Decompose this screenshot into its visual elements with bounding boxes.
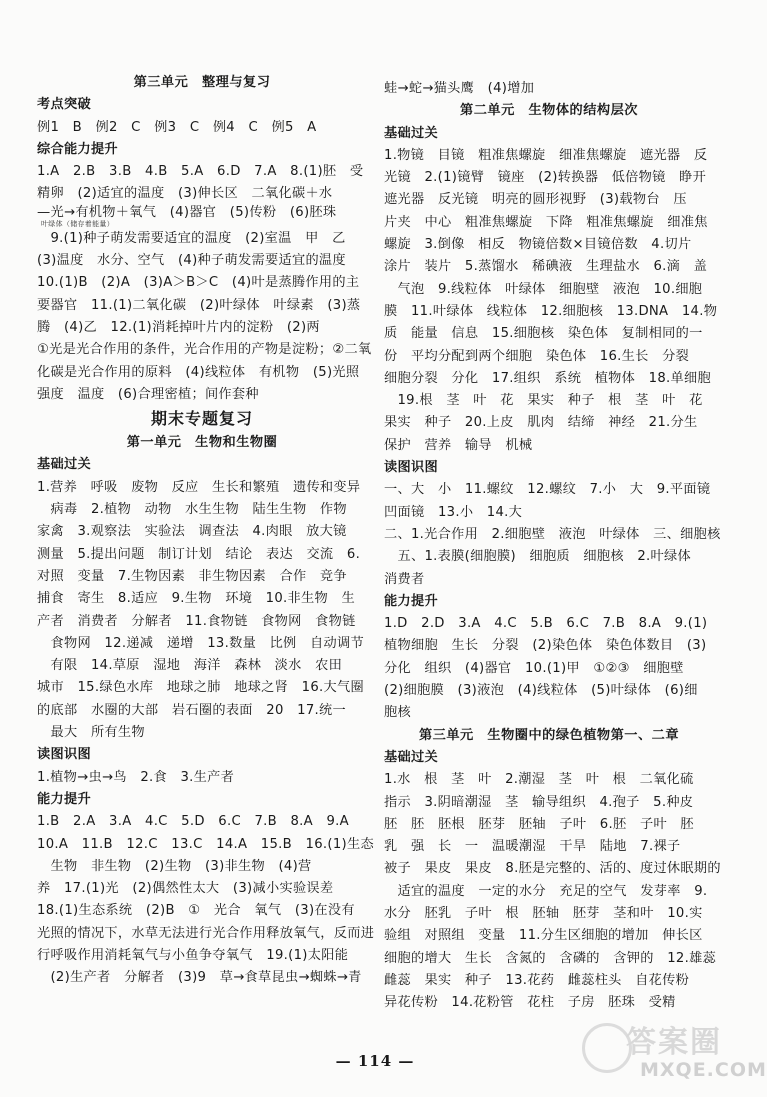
line-text: 行呼吸作用消耗氧气与小鱼争夺氧气 19.(1)太阳能 (37, 947, 349, 963)
line-text: 要器官 11.(1)二氧化碳 (2)叶绿体 叶绿素 (3)蒸 (37, 297, 361, 313)
answer-line (37, 967, 367, 989)
line-text: 例1 B 例2 C 例3 C 例4 C 例5 A (37, 119, 317, 135)
line-text: 一、大 小 11.螺纹 12.螺纹 7.小 大 9.平面镜 (384, 482, 711, 498)
line-text: 1.物镜 目镜 粗准焦螺旋 细准焦螺旋 遮光器 反 (384, 147, 708, 163)
answer-line (37, 811, 367, 833)
line-text: 第二单元 生物体的结构层次 (460, 103, 638, 119)
line-text: (2)细胞膜 (3)液泡 (4)线粒体 (5)叶绿体 (6)细 (384, 683, 698, 699)
answer-line (384, 279, 714, 301)
line-text: 细胞分裂 分化 17.组织 系统 植物体 18.单细胞 (384, 370, 711, 386)
answer-line (384, 78, 714, 100)
line-text: 食物网 12.递减 递增 13.数量 比例 自动调节 (37, 635, 364, 651)
line-text: 生物 非生物 (2)生物 (3)非生物 (4)营 (37, 858, 312, 874)
answer-line (37, 250, 367, 272)
answer-line (37, 700, 367, 722)
site-watermark-logo (582, 1017, 767, 1087)
line-text: 胚 胚 胚根 胚芽 胚轴 子叶 6.胚 子叶 胚 (384, 816, 694, 832)
line-text: ①光是光合作用的条件，光合作用的产物是淀粉；②二氧 (37, 342, 372, 358)
line-text: 光照的情况下，水草无法进行光合作用释放氧气，反而进 (37, 925, 375, 941)
line-text: 胞核 (384, 705, 411, 721)
section-heading (384, 591, 714, 613)
line-text: 考点突破 (37, 97, 91, 113)
line-text: 质 能量 信息 15.细胞核 染色体 复制相同的一 (384, 326, 703, 342)
line-text: 1.植物→虫→鸟 2.食 3.生产者 (37, 769, 235, 785)
line-text: 消费者 (384, 571, 425, 587)
answer-line (384, 881, 714, 903)
answer-line (37, 878, 367, 900)
answer-line (384, 524, 721, 546)
section-heading (37, 744, 367, 766)
answer-line (37, 566, 367, 588)
right-column (384, 78, 721, 1014)
answer-line (384, 769, 714, 791)
answer-line (384, 412, 714, 434)
line-text: 1.D 2.D 3.A 4.C 5.B 6.C 7.B 8.A 9.(1) (384, 616, 708, 632)
answer-line (37, 677, 367, 699)
answer-line (384, 323, 714, 345)
watermark-url: MXQE.COM (640, 1059, 767, 1081)
line-text: —光→有机物＋氧气 (4)器官 (5)传粉 (6)胚珠 (37, 204, 337, 220)
line-text: 份 平均分配到两个细胞 染色体 16.生长 分裂 (384, 348, 690, 364)
answer-line (37, 384, 367, 406)
answer-line (37, 272, 367, 294)
watermark-circle-icon (582, 1023, 632, 1073)
answer-line (384, 702, 714, 724)
line-text: 蛙→蛇→猫头鹰 (4)增加 (384, 81, 535, 96)
answer-line (384, 814, 714, 836)
answer-line (384, 234, 714, 256)
line-text: 基础过关 (384, 125, 438, 141)
line-text: 光镜 2.(1)镜臂 镜座 (2)转换器 低倍物镜 睁开 (384, 170, 707, 186)
line-text: 二、1.光合作用 2.细胞壁 液泡 叶绿体 三、细胞核 (384, 526, 721, 542)
line-text: 腾 (4)乙 12.(1)消耗掉叶片内的淀粉 (2)两 (37, 319, 320, 335)
line-text: 有限 14.草原 湿地 海洋 森林 淡水 农田 (37, 658, 343, 674)
line-text: 家禽 3.观察法 实验法 调查法 4.肉眼 放大镜 (37, 524, 347, 540)
line-text: (3)温度 水分、空气 (4)种子萌发需要适宜的温度 (37, 253, 346, 269)
answer-line (37, 655, 367, 677)
line-text: 被子 果皮 果皮 8.胚是完整的、活的、度过休眠期的 (384, 861, 721, 877)
line-text: 病毒 2.植物 动物 水生生物 陆生生物 作物 (37, 502, 347, 518)
unit-heading (37, 432, 367, 454)
answer-line (384, 948, 717, 970)
formula-annotation: 叶绿体（储存着能量） (41, 219, 114, 228)
answer-line (384, 301, 718, 323)
formula-line (37, 206, 367, 228)
answer-line (384, 390, 714, 412)
answer-line (37, 339, 372, 361)
line-text: 第三单元 整理与复习 (133, 75, 271, 90)
unit-heading (37, 72, 367, 94)
unit-heading (384, 725, 714, 747)
line-text: 细胞的增大 生长 含氮的 含磷的 含钾的 12.雄蕊 (384, 950, 717, 966)
line-text: 保护 营养 输导 机械 (384, 437, 533, 453)
answer-line (37, 161, 367, 183)
line-text: 基础过关 (37, 457, 91, 473)
line-text: 第三单元 生物圈中的绿色植物第一、二章 (418, 727, 680, 743)
line-text: 膜 11.叶绿体 线粒体 12.细胞核 13.DNA 14.物 (384, 303, 718, 319)
line-text: 异花传粉 14.花粉管 花柱 子房 胚珠 受精 (384, 995, 676, 1011)
watermark-title: 答案圈 (626, 1025, 722, 1060)
answer-line (384, 836, 714, 858)
answer-line (37, 295, 367, 317)
line-text: 片夹 中心 粗准焦螺旋 下降 粗准焦螺旋 细准焦 (384, 214, 708, 230)
section-heading (37, 789, 367, 811)
line-text: 城市 15.绿色水库 地球之肺 地球之肾 16.大气圈 (37, 680, 364, 696)
answer-line (37, 722, 367, 744)
answer-line (37, 767, 367, 789)
line-text: 强度 温度 (6)合理密植；间作套种 (37, 386, 259, 402)
answer-line (384, 167, 714, 189)
answer-line (384, 635, 714, 657)
line-text: 对照 变量 7.生物因素 非生物因素 合作 竞争 (37, 568, 347, 584)
line-text: 捕食 寄生 8.适应 9.生物 环境 10.非生物 生 (37, 591, 355, 607)
line-text: 期末专题复习 (150, 409, 253, 429)
answer-line (37, 477, 367, 499)
chapter-title (37, 406, 367, 432)
line-text: 植物细胞 生长 分裂 (2)染色体 染色体数目 (3) (384, 638, 707, 654)
line-text: 适宜的温度 一定的水分 充足的空气 发芽率 9. (384, 883, 708, 899)
answer-line (37, 834, 374, 856)
line-text: 的底部 水圈的大部 岩石圈的表面 20 17.统一 (37, 702, 347, 718)
answer-line (384, 925, 714, 947)
line-text: 1.营养 呼吸 废物 反应 生长和繁殖 遗传和变异 (37, 479, 361, 495)
line-text: 雌蕊 果实 种子 13.花药 雌蕊柱头 自花传粉 (384, 972, 690, 988)
section-heading (37, 454, 367, 476)
line-text: 果实 种子 20.上皮 肌肉 结缔 神经 21.分生 (384, 415, 698, 431)
line-text: 分化 组织 (4)器官 10.(1)甲 ①②③ 细胞壁 (384, 660, 684, 676)
answer-line (384, 613, 714, 635)
line-text: 验组 对照组 变量 11.分生区细胞的增加 伸长区 (384, 928, 703, 944)
line-text: 测量 5.提出问题 制订计划 结论 表达 交流 6. (37, 546, 361, 562)
line-text: 第一单元 生物和生物圈 (126, 435, 278, 451)
answer-line (37, 544, 367, 566)
answer-line (384, 858, 721, 880)
answer-line (384, 546, 714, 568)
line-text: 1.B 2.A 3.A 4.C 5.D 6.C 7.B 8.A 9.A (37, 814, 349, 830)
answer-line (384, 903, 714, 925)
answer-line (37, 499, 367, 521)
line-text: 1.水 根 茎 叶 2.潮湿 茎 叶 根 二氧化硫 (384, 772, 694, 788)
section-heading (384, 747, 714, 769)
answer-line (384, 145, 714, 167)
answer-line (37, 945, 367, 967)
answer-line (384, 256, 714, 278)
line-text: 能力提升 (384, 593, 438, 609)
answer-line (37, 900, 367, 922)
line-text: 综合能力提升 (37, 141, 118, 157)
answer-line (384, 792, 714, 814)
page-number: — 114 — (335, 1052, 415, 1070)
answer-line (384, 189, 714, 211)
answer-line (384, 680, 714, 702)
line-text: 水分 胚乳 子叶 根 胚轴 胚芽 茎和叶 10.实 (384, 905, 703, 921)
answer-line (384, 992, 714, 1014)
answer-line (37, 923, 375, 945)
line-text: 化碳是光合作用的原料 (4)线粒体 有机物 (5)光照 (37, 364, 360, 380)
answer-line (384, 435, 714, 457)
line-text: 产者 消费者 分解者 11.食物链 食物网 食物链 (37, 613, 356, 629)
left-column (37, 72, 375, 990)
line-text: 读图识图 (37, 747, 91, 763)
line-text: 9.(1)种子萌发需要适宜的温度 (2)室温 甲 乙 (37, 230, 346, 246)
answer-line (384, 368, 714, 390)
line-text: 10.(1)B (2)A (3)A＞B＞C (4)叶是蒸腾作用的主 (37, 275, 360, 291)
answer-line (37, 362, 367, 384)
answer-line (384, 212, 714, 234)
section-heading (37, 139, 367, 161)
section-heading (384, 123, 714, 145)
section-heading (37, 94, 367, 116)
answer-line (37, 317, 367, 339)
answer-line (37, 588, 367, 610)
line-text: 五、1.表膜(细胞膜) 细胞质 细胞核 2.叶绿体 (384, 549, 692, 565)
line-text: 遮光器 反光镜 明亮的圆形视野 (3)载物台 压 (384, 192, 687, 208)
answer-line (384, 569, 714, 591)
line-text: 基础过关 (384, 749, 438, 765)
line-text: (2)生产者 分解者 (3)9 草→食草昆虫→蜘蛛→青 (37, 970, 362, 986)
line-text: 指示 3.阴暗潮湿 茎 输导组织 4.孢子 5.种皮 (384, 794, 694, 810)
section-heading (384, 457, 714, 479)
answer-line (37, 856, 367, 878)
answer-line (384, 346, 714, 368)
unit-heading (384, 100, 714, 122)
line-text: 凹面镜 13.小 14.大 (384, 504, 523, 520)
line-text: 10.A 11.B 12.C 13.C 14.A 15.B 16.(1)生态 (37, 836, 374, 852)
line-text: 涂片 装片 5.蒸馏水 稀碘液 生理盐水 6.滴 盖 (384, 259, 708, 275)
answer-line (37, 611, 367, 633)
answer-line (384, 970, 714, 992)
line-text: 19.根 茎 叶 花 果实 种子 根 茎 叶 花 (384, 393, 703, 409)
line-text: 读图识图 (384, 460, 438, 476)
answer-line (37, 183, 367, 205)
answer-line (384, 479, 714, 501)
answer-line (37, 521, 367, 543)
answer-line (37, 633, 367, 655)
line-text: 能力提升 (37, 791, 91, 807)
line-text: 18.(1)生态系统 (2)B ① 光合 氧气 (3)在没有 (37, 903, 355, 919)
line-text: 乳 强 长 一 温暖潮湿 干旱 陆地 7.裸子 (384, 839, 681, 855)
answer-line (37, 228, 367, 250)
answer-line (384, 502, 714, 524)
line-text: 精卵 (2)适宜的温度 (3)伸长区 二氧化碳＋水 (37, 186, 333, 202)
line-text: 最大 所有生物 (37, 725, 145, 741)
line-text: 螺旋 3.倒像 相反 物镜倍数×目镜倍数 4.切片 (384, 237, 692, 253)
answer-line (37, 117, 367, 139)
line-text: 1.A 2.B 3.B 4.B 5.A 6.D 7.A 8.(1)胚 受 (37, 164, 364, 180)
answer-line (384, 658, 714, 680)
line-text: 养 17.(1)光 (2)偶然性太大 (3)减小实验误差 (37, 881, 334, 897)
line-text: 气泡 9.线粒体 叶绿体 细胞壁 液泡 10.细胞 (384, 281, 703, 297)
